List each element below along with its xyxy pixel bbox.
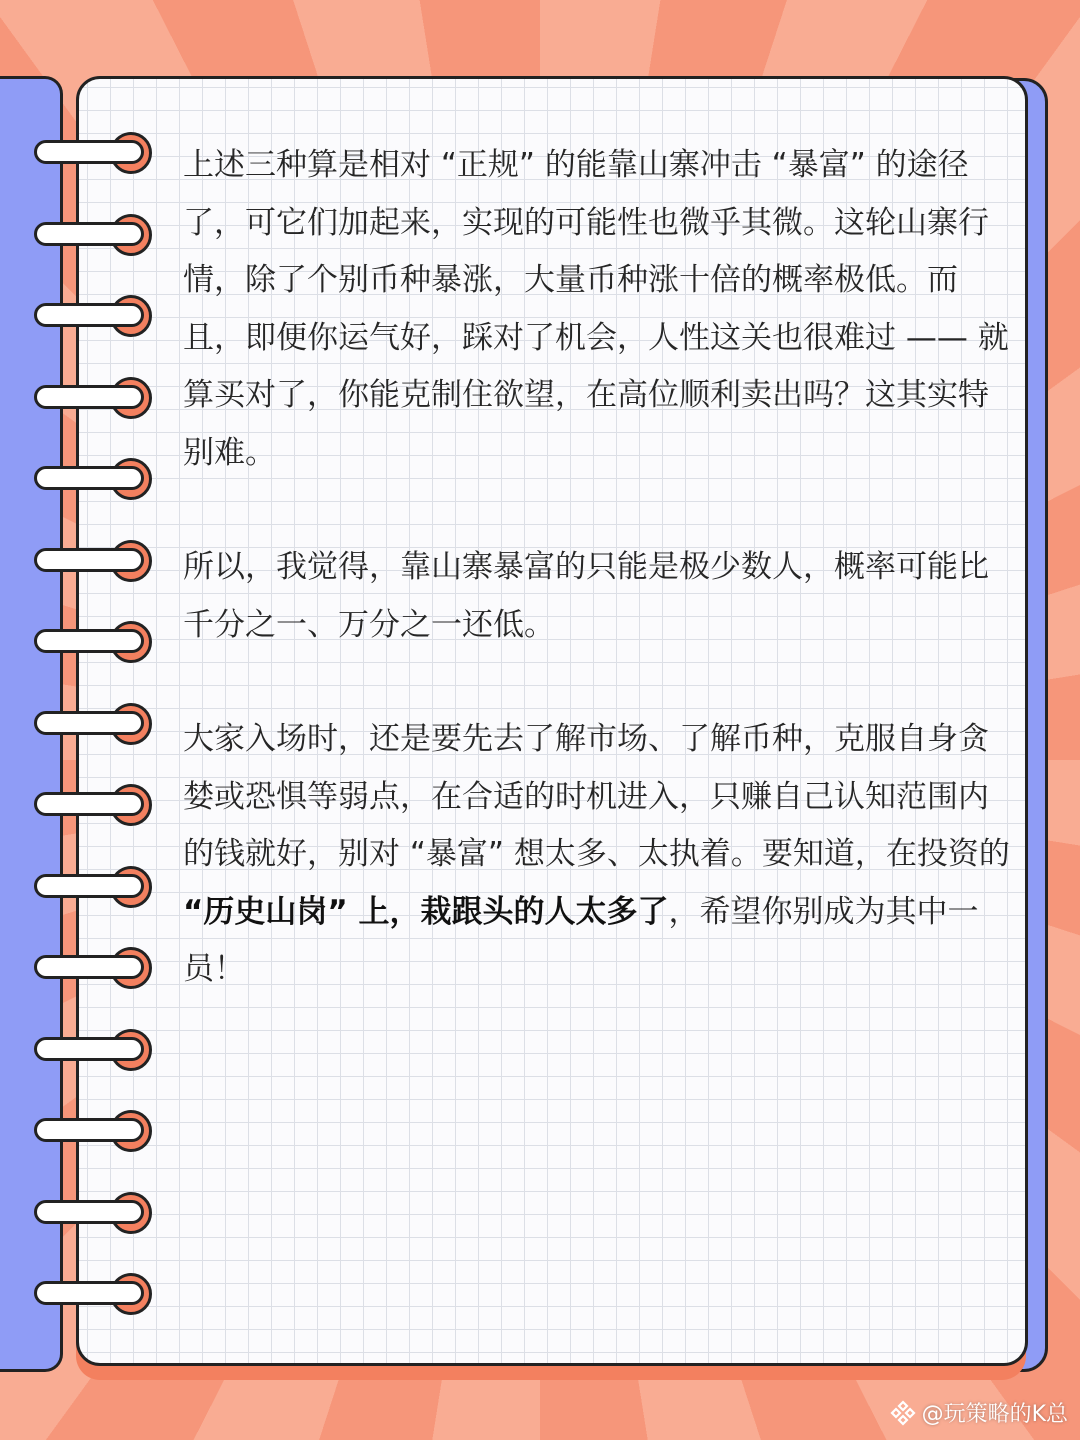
binding-ring [0, 212, 150, 252]
binding-ring [0, 1271, 150, 1311]
binding-ring [0, 375, 150, 415]
binding-ring [0, 864, 150, 904]
emphasis-text: “历史山岗” 上，栽跟头的人太多了 [183, 893, 669, 930]
notebook-page [76, 76, 1028, 1366]
page-content [183, 137, 1013, 1056]
paragraph-3 [183, 711, 1013, 999]
binding-ring [0, 130, 150, 170]
watermark-text: @玩策略的K总 [921, 1402, 1068, 1427]
paragraph-1 [183, 137, 1013, 482]
binding-ring [0, 1190, 150, 1230]
binding-ring [0, 1027, 150, 1067]
paragraph-2 [183, 539, 1013, 654]
paragraph-text: 所以，我觉得，靠山寨暴富的只能是极少数人，概率可能比千分之一、万分之一还低。 [183, 549, 989, 643]
diamond-logo-icon [890, 1400, 916, 1426]
binding-ring [0, 456, 150, 496]
paragraph-text: 大家入场时，还是要先去了解市场、了解币种，克服自身贪婪或恐惧等弱点，在合适的时机进入，只赚自己认知范围内的钱就好，别对 “暴富” 想太多、太执着。要知道，在投资的 [183, 721, 1010, 872]
binding-ring [0, 293, 150, 333]
binding-ring [0, 945, 150, 985]
binding-ring [0, 538, 150, 578]
binding-ring [0, 701, 150, 741]
paragraph-text: ，希望你别成为其中一员！ [183, 893, 979, 987]
paragraph-text: 上述三种算是相对 “正规” 的能靠山寨冲击 “暴富” 的途径了，可它们加起来，实现的可能性也微乎其微。这轮山寨行情，除了个别币种暴涨，大量币种涨十倍的概率极低。而且，即便你运气好，踩对了机会，人性这关也很难过 —— 就算买对了，你能克制住欲望，在高位顺利卖出吗？这其实特别难。 [183, 147, 1009, 471]
binding-ring [0, 1108, 150, 1148]
binding-ring [0, 782, 150, 822]
watermark [890, 1397, 1068, 1428]
binding-ring [0, 619, 150, 659]
